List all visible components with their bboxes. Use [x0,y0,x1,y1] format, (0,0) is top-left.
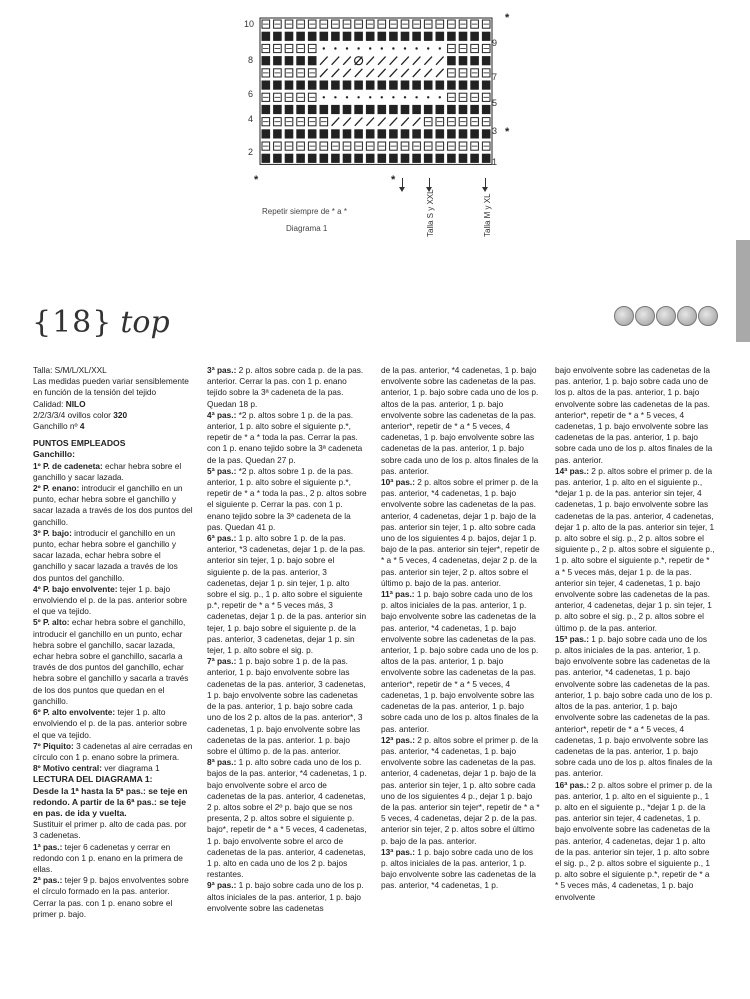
stitch-dot [357,96,359,98]
stitch-square [355,130,363,138]
stitch-square [448,154,456,162]
stitch-square [297,81,305,89]
stitch-def: 3º P. bajo: introducir el ganchillo en un punto, echar hebra sobre el ganchillo y sacar lazada, echar hebra sobre el ganchillo y sacar lazada a través de los dos puntos del ganchillo. [33,527,178,583]
stitch-square [343,32,351,40]
yarn-ball-icon [698,306,718,326]
pattern-title [32,305,170,340]
stitch-square [436,105,444,113]
stitch-square [308,105,316,113]
stitch-square [413,32,421,40]
text-column-3 [381,365,541,892]
pattern-name: top [120,305,170,340]
stitch-dot [427,96,429,98]
stitch-square [274,32,282,40]
stitch-square [343,130,351,138]
stitch-dot [334,96,336,98]
stitch-square [355,32,363,40]
round-instruction: 16ª pas.: 2 p. altos sobre el primer p. de la pas. anterior, 1 p. alto en el siguiente p., 1 p. alto en el siguiente p., *dejar 1 p. de la pas. anterior sin tejer, 4 cadenetas, 1 p. bajo envolvente sobre las cadenetas de la pas. anterior, 4 cadenetas, dejar 1 p. alto de la pas. anterior sin tejer, 1 p. alto sobre el sig. p., 2 p. altos sobre el siguiente p., 1 p. alto sobre el siguiente p.*, repetir de * a * 5 veces más, 4 cadenetas, 1 p. bajo envolvente [555,779,713,902]
stitch-dot [357,47,359,49]
size-arrow-down [485,178,486,188]
row-number-2: 2 [248,147,254,157]
repeat-marker-star: * [505,126,510,138]
stitch-square [285,32,293,40]
repeat-instruction: Repetir siempre de * a * [262,207,347,216]
stitch-square [297,105,305,113]
stitch-square [297,154,305,162]
stitch-square [424,105,432,113]
stitch-square [262,81,270,89]
stitch-dot [427,47,429,49]
stitch-square [378,154,386,162]
stitch-square [378,130,386,138]
stitch-square [320,130,328,138]
section-note: Desde la 1ª hasta la 5ª pas.: se teje en redondo. A partir de la 6ª pas.: se teje en pas. de ida y vuelta. [33,785,188,818]
stitch-square [274,81,282,89]
stitch-square [471,81,479,89]
stitch-square [297,32,305,40]
stitch-dot [404,47,406,49]
repeat-marker-star: * [254,174,259,186]
paragraph: de la pas. anterior, *4 cadenetas, 1 p. bajo envolvente sobre las cadenetas de la pas. anterior, 1 p. bajo sobre cada uno de los p. altos de la pas. anterior, 1 p. bajo envolvente sobre las cadenetas de la pas. anterior*, repetir de * a * 5 veces, 4 cadenetas, 1 p. bajo envolvente sobre las cadenetas de la pas. anterior, 1 p. bajo sobre cada uno de los p. altos finales de la pas. anterior. [381,365,539,476]
row-number-7: 7 [492,72,498,82]
row-number-10: 10 [244,19,255,29]
stitch-dot [415,47,417,49]
stitch-square [366,81,374,89]
stitch-def: 8º Motivo central: ver diagrama 1 [33,763,160,774]
round-instruction: 14ª pas.: 2 p. altos sobre el primer p. de la pas. anterior, 1 p. alto en el siguiente p., *dejar 1 p. de la pas. anterior sin tejer, 4 cadenetas, 1 p. bajo envolvente sobre las cadenetas de la pas. anterior, 4 cadenetas, dejar 1 p. alto de la pas. anterior sin tejer, 1 p. alto sobre el sig. p., 2 p. altos sobre el siguiente p., 2 p. altos sobre el siguiente p., 1 p. alto sobre el siguiente p.*, repetir de * a * 5 veces más, dejar 1 p. de la pas. anterior sin tejer, 4 cadenetas, 1 p. bajo envolvente sobre las cadenetas de la pas. anterior, 4 cadenetas, dejar 1 p. sin tejer, 1 p. alto sobre el sig. p., 2 p. altos sobre el último p. de la pas. anterior. [555,465,715,633]
stitch-square [285,81,293,89]
page-edge-tab [736,240,750,342]
stitch-dot [404,96,406,98]
row-number-4: 4 [248,114,254,124]
stitch-square [366,154,374,162]
stitch-dot [415,96,417,98]
stitch-square [471,130,479,138]
stitch-square [390,105,398,113]
round-instruction: 9ª pas.: 1 p. bajo sobre cada uno de los p. altos iniciales de la pas. anterior, 1 p. bajo envolvente sobre las cadenetas [207,880,364,913]
stitch-square [343,105,351,113]
stitch-square [308,32,316,40]
stitch-square [285,154,293,162]
stitch-square [262,32,270,40]
round-instruction: 12ª pas.: 2 p. altos sobre el primer p. de la pas. anterior, *4 cadenetas, 1 p. bajo envolvente sobre las cadenetas de la pas. anterior, 4 cadenetas, dejar 1 p. bajo de la pas. anterior sin tejer, 1 p. alto sobre cada uno de los siguientes 4 p., dejar 1 p. bajo de la pas. anterior sin tejer*, repetir de * a * 5 veces, 4 cadenetas, dejar 2 p. de la pas. anterior sin tejer, 2 p. altos sobre el último p. bajo de la pas. anterior. [381,734,540,846]
stitch-def: 6º P. alto envolvente: tejer 1 p. alto envolviendo el p. de la pas. anterior sobre el que va tejido. [33,707,188,740]
stitch-square [401,32,409,40]
stitch-square [401,81,409,89]
stitch-square [308,57,316,65]
stitch-square [436,32,444,40]
stitch-square [274,105,282,113]
yarn-quality: Calidad: NILO [33,398,86,409]
stitch-square [355,154,363,162]
stitch-square [297,57,305,65]
section-heading: PUNTOS EMPLEADOS [33,438,126,449]
size-arrow-down [402,178,403,188]
stitch-dot [369,96,371,98]
stitch-square [401,105,409,113]
yarn-ball-icon [677,306,697,326]
stitch-square [262,154,270,162]
round-instruction: 5ª pas.: *2 p. altos sobre 1 p. de la pas. anterior, 1 p. alto sobre el siguiente p.*, repetir de * a * toda la pas., 2 p. altos sobre el siguiente p. Cerrar la pas. con 1 p. enano tejido sobre la 3ª cadeneta de la pas. Quedan 41 p. [207,465,367,532]
round-instruction: 3ª pas.: 2 p. altos sobre cada p. de la pas. anterior. Cerrar la pas. con 1 p. enano tejido sobre la 3ª cadeneta de la pas. Quedan 18 p. [207,365,364,409]
round-instruction: 10ª pas.: 2 p. altos sobre el primer p. de la pas. anterior, *4 cadenetas, 1 p. bajo envolvente sobre las cadenetas de la pas. anterior, 4 cadenetas, dejar 1 p. bajo de la pas. anterior sin tejer, 1 p. alto sobre cada uno de los siguientes 4 p. bajos, dejar 1 p. bajo de la pas. anterior sin tejer*, repetir de * a * 5 veces, 4 cadenetas, dejar 2 p. de la pas. anterior sin tejer, 2 p. altos sobre el último p. bajo de la pas. anterior. [381,477,540,588]
stitch-square [471,32,479,40]
stitch-square [424,130,432,138]
stitch-square [332,154,340,162]
stitch-def: 7º Piquito: 3 cadenetas al aire cerradas en círculo con 1 p. enano sobre la primera. [33,740,193,762]
size-label-s-xxl: Talla S y XXL [426,189,435,237]
stitch-square [343,81,351,89]
stitch-square [448,130,456,138]
stitch-square [482,57,490,65]
stitch-square [332,81,340,89]
repeat-marker-star: * [391,174,396,186]
size-arrow-down [429,178,430,188]
stitch-square [436,81,444,89]
stitch-square [355,105,363,113]
stitch-square [366,130,374,138]
stitch-square [274,130,282,138]
size-note: Las medidas pueden variar sensiblemente en función de la tensión del tejido [33,376,189,398]
stitch-square [332,130,340,138]
stitch-square [274,154,282,162]
subheading: Ganchillo: [33,449,76,460]
paragraph: Sustituir el primer p. alto de cada pas. por 3 cadenetas. [33,819,187,841]
stitch-square [262,105,270,113]
stitch-def: 5º P. alto: echar hebra sobre el ganchillo, introducir el ganchillo en un punto, echar hebra sobre el ganchillo, sacar lazada, echar hebra sobre el ganchillo, sacarla a través de dos puntos del ganchillo, echar hebra sobre el ganchillo y sacarla a través de los dos puntos que quedan en el ganchillo. [33,617,189,706]
paragraph: bajo envolvente sobre las cadenetas de la pas. anterior, 1 p. bajo sobre cada uno de los p. altos de la pas. anterior, 1 p. bajo envolvente sobre las cadenetas de la pas. anterior*, repetir de * a * 5 veces, 4 cadenetas, 1 p. bajo envolvente sobre las cadenetas de la pas. anterior, 1 p. bajo sobre cada uno de los p. altos finales de la pas. anterior. [555,365,713,465]
stitch-square [297,130,305,138]
stitch-square [308,130,316,138]
row-number-3: 3 [492,126,498,136]
stitch-def: 4º P. bajo envolvente: tejer 1 p. bajo envolviendo el p. de la pas. anterior sobre el que va tejido. [33,583,188,617]
stitch-dot [346,96,348,98]
stitch-square [471,57,479,65]
stitch-square [459,130,467,138]
stitch-def: 1º P. de cadeneta: echar hebra sobre el ganchillo y sacar lazada. [33,460,182,482]
pattern-number: {18} [32,305,113,340]
stitch-square [482,154,490,162]
round-instruction: 11ª pas.: 1 p. bajo sobre cada uno de los p. altos iniciales de la pas. anterior, 1 p. bajo envolvente sobre las cadenetas de la pas. anterior, *4 cadenetas, 1 p. bajo envolvente sobre las cadenetas de la pas. anterior, 1 p. bajo sobre cada uno de los p. altos de la pas. anterior, 1 p. bajo envolvente sobre las cadenetas de la pas. anterior*, repetir de * a * 5 veces, 4 cadenetas, 1 p. bajo envolvente sobre las cadenetas de la pas. anterior, 1 p. bajo sobre cada uno de los p. altos finales de la pas. anterior. [381,589,539,734]
stitch-dot [381,96,383,98]
round-instruction: 6ª pas.: 1 p. alto sobre 1 p. de la pas. anterior, *3 cadenetas, dejar 1 p. de la pas. anterior sin tejer, 1 p. bajo sobre el siguiente p. de la pas. anterior, 3 cadenetas, dejar 1 p. sin tejer, 1 p. alto sobre el sig. p., 1 p. alto sobre el siguiente p.*, repetir de * a * 5 veces más, 3 cadenetas, dejar 1 p. de la pas. anterior sin tejer, 1 p. bajo sobre el siguiente p. de la pas. anterior, 3 cadenetas, dejar 1 p. sin tejer, 1 p. alto sobre el sig. p. [207,533,367,656]
text-column-1 [33,365,193,920]
stitch-square [424,154,432,162]
row-number-8: 8 [248,55,254,65]
stitch-square [436,154,444,162]
stitch-square [320,81,328,89]
stitch-square [320,32,328,40]
yarn-ball-icon [635,306,655,326]
stitch-dot [346,47,348,49]
difficulty-yarn-icons [614,306,718,326]
stitch-square [285,105,293,113]
stitch-square [285,57,293,65]
stitch-square [471,105,479,113]
row-number-5: 5 [492,98,498,108]
stitch-def: 2º P. enano: introducir el ganchillo en un punto, echar hebra sobre el ganchillo y sacar lazada a través de los dos puntos del ganchillo. [33,483,193,527]
stitch-square [413,154,421,162]
stitch-square [459,154,467,162]
stitch-square [262,57,270,65]
stitch-square [366,105,374,113]
stitch-square [413,105,421,113]
stitch-dot [323,47,325,49]
stitch-square [448,81,456,89]
stitch-square [459,105,467,113]
stitch-dot [392,47,394,49]
round-instruction: 7ª pas.: 1 p. bajo sobre 1 p. de la pas. anterior, 1 p. bajo envolvente sobre las cadenetas de la pas. anterior, 3 cadenetas, 1 p. bajo envolvente sobre las cadenetas de la pas. anterior, 1 p. bajo sobre cada uno de los 2 p. altos de la pas. anterior*, 3 cadenetas, 1 p. bajo envolvente sobre las cadenetas de la pas. anterior. 1 p. bajo sobre el último p. de la pas. anterior. [207,656,366,756]
stitch-square [355,81,363,89]
stitch-square [401,130,409,138]
stitch-square [308,154,316,162]
yarn-amount: 2/2/3/3/4 ovillos color 320 [33,409,128,420]
round-instruction: 15ª pas.: 1 p. bajo sobre cada uno de los p. altos iniciales de la pas. anterior, 1 p. bajo envolvente sobre las cadenetas de la pas. anterior, *4 cadenetas, 1 p. bajo envolvente sobre las cadenetas de la pas. anterior, 1 p. bajo sobre cada uno de los p. altos de la pas. anterior, 1 p. bajo envolvente sobre las cadenetas de la pas. anterior*, repetir de * a * 5 veces, 4 cadenetas, 1 p. bajo envolvente sobre las cadenetas de la pas. anterior, 1 p. bajo sobre cada uno de los p. altos finales de la pas. anterior. [555,633,713,779]
round-instruction: 1ª pas.: tejer 6 cadenetas y cerrar en redondo con 1 p. enano en la primera de ellas. [33,841,183,874]
row-number-1: 1 [492,157,498,167]
round-instruction: 2ª pas.: tejer 9 p. bajos envolventes sobre el círculo formado en la pas. anterior. Cerrar la pas. con 1 p. enano sobre el primer p. bajo. [33,875,189,919]
stitch-dot [439,47,441,49]
stitch-square [262,130,270,138]
round-instruction: 8ª pas.: 1 p. alto sobre cada uno de los p. bajos de la pas. anterior, *4 cadenetas, 1 p. bajo envolvente sobre el arco de cadenetas de la pas. anterior, 4 cadenetas, 2 p. altos sobre el 2º p. bajo que se nos presenta, 2 p. altos sobre el siguiente p. bajo*, repetir de * a * 5 veces, 4 cadenetas, 1 p. bajo envolvente sobre el arco de cadenetas de la pas. anterior, 4 cadenetas, 1 p. alto en cada uno de los 2 p. bajos restantes. [207,757,367,880]
text-column-2 [207,365,367,914]
stitch-square [482,32,490,40]
stitch-square [332,105,340,113]
stitch-square [459,32,467,40]
stitch-square [390,81,398,89]
stitch-square [378,105,386,113]
stitch-square [285,130,293,138]
stitch-square [320,154,328,162]
round-instruction: 4ª pas.: *2 p. altos sobre 1 p. de la pas. anterior, 1 p. alto sobre el siguiente p.*, repetir de * a * toda la pas. Cerrar la pas. con 1 p. enano tejido sobre la 3ª cadeneta de la pas. Quedan 27 p. [207,409,363,465]
repeat-marker-star: * [505,12,510,24]
stitch-dot [334,47,336,49]
stitch-square [390,32,398,40]
crochet-diagram [230,10,520,240]
stitch-square [274,57,282,65]
stitch-square [482,81,490,89]
stitch-dot [439,96,441,98]
stitch-square [424,81,432,89]
stitch-square [482,105,490,113]
stitch-square [459,81,467,89]
yarn-ball-icon [656,306,676,326]
stitch-square [390,154,398,162]
section-heading: LECTURA DEL DIAGRAMA 1: [33,774,153,785]
yarn-ball-icon [614,306,634,326]
stitch-square [390,130,398,138]
diagram-grid [230,10,520,180]
round-instruction: 13ª pas.: 1 p. bajo sobre cada uno de los p. altos iniciales de la pas. anterior, 1 p. bajo envolvente sobre las cadenetas de la pas. anterior, *4 cadenetas, 1 p. [381,846,536,891]
stitch-dot [381,47,383,49]
stitch-square [401,154,409,162]
diagram-caption: Diagrama 1 [286,224,328,233]
stitch-square [448,105,456,113]
stitch-square [308,81,316,89]
grid-frame [260,18,492,164]
stitch-dot [369,47,371,49]
stitch-square [448,57,456,65]
sizes: Talla: S/M/L/XL/XXL [33,365,107,375]
stitch-square [378,32,386,40]
stitch-square [424,32,432,40]
hook-size: Ganchillo nº 4 [33,421,85,432]
text-column-4 [555,365,715,903]
stitch-square [482,130,490,138]
stitch-dot [323,96,325,98]
stitch-square [366,32,374,40]
stitch-square [332,32,340,40]
size-label-m-xl: Talla M y XL [483,193,492,237]
row-number-6: 6 [248,89,254,99]
stitch-square [471,154,479,162]
stitch-square [413,130,421,138]
stitch-square [413,81,421,89]
stitch-square [343,154,351,162]
stitch-square [459,57,467,65]
stitch-square [436,130,444,138]
stitch-square [320,105,328,113]
stitch-square [378,81,386,89]
row-number-9: 9 [492,38,498,48]
stitch-square [448,32,456,40]
stitch-dot [392,96,394,98]
